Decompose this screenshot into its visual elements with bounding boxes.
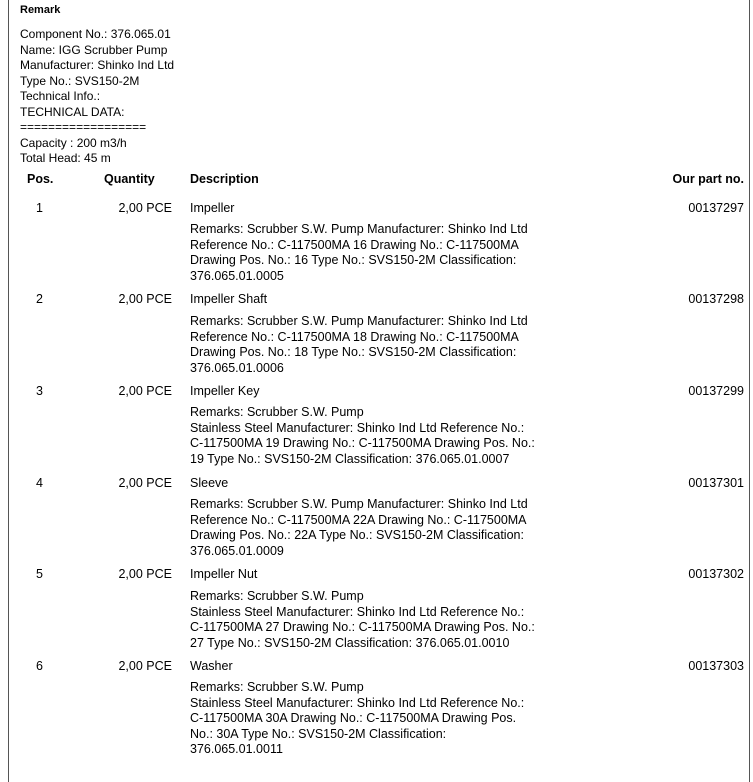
header-quantity: Quantity xyxy=(104,172,155,186)
remark-line: Remarks: Scrubber S.W. Pump xyxy=(190,405,364,419)
remark-line: Remarks: Scrubber S.W. Pump xyxy=(190,589,364,603)
remark-line: 376.065.01.0011 xyxy=(190,742,283,757)
remark-line: 27 Type No.: SVS150-2M Classification: 376.065.01.0010 xyxy=(190,635,510,650)
header-description: Description xyxy=(190,172,259,186)
row-part-no: 00137301 xyxy=(688,476,744,490)
row-quantity: 2,00 PCE xyxy=(118,384,172,398)
row-part-no: 00137298 xyxy=(688,292,744,306)
header-part-no: Our part no. xyxy=(672,172,744,186)
row-pos: 2 xyxy=(36,292,43,306)
remark-line: Remarks: Scrubber S.W. Pump xyxy=(190,680,364,694)
row-part-no: 00137303 xyxy=(688,659,744,673)
row-description: Washer xyxy=(190,659,233,673)
info-line: Component No.: 376.065.01 xyxy=(20,27,171,41)
remark-line: C-117500MA 27 Drawing No.: C-117500MA Drawing Pos. No.: xyxy=(190,620,535,635)
row-description: Sleeve xyxy=(190,476,229,490)
row-pos: 3 xyxy=(36,384,43,398)
info-line: Manufacturer: Shinko Ind Ltd xyxy=(20,58,175,72)
row-remarks xyxy=(190,589,590,651)
row-pos: 6 xyxy=(36,659,43,673)
row-pos: 1 xyxy=(36,201,43,215)
remark-line: Reference No.: C-117500MA 22A Drawing No.: C-117500MA xyxy=(190,512,527,527)
remark-line: 19 Type No.: SVS150-2M Classification: 376.065.01.0007 xyxy=(190,451,510,466)
remark-line: Reference No.: C-117500MA 18 Drawing No.: C-117500MA xyxy=(190,329,519,344)
info-line: Capacity : 200 m3/h xyxy=(20,135,127,150)
remark-line: 376.065.01.0009 xyxy=(190,543,284,558)
row-quantity: 2,00 PCE xyxy=(118,476,172,490)
row-remarks xyxy=(190,314,590,376)
remark-line: Stainless Steel Manufacturer: Shinko Ind Ltd Reference No.: xyxy=(190,695,525,710)
remark-line: Stainless Steel Manufacturer: Shinko Ind Ltd Reference No.: xyxy=(190,604,525,619)
info-line: TECHNICAL DATA: xyxy=(20,104,125,119)
info-line: Name: IGG Scrubber Pump xyxy=(20,42,168,57)
row-description: Impeller Nut xyxy=(190,567,258,581)
row-part-no: 00137302 xyxy=(688,567,744,581)
component-info xyxy=(20,27,174,167)
info-line: Total Head: 45 m xyxy=(20,151,111,165)
remark-line: C-117500MA 30A Drawing No.: C-117500MA Drawing Pos. xyxy=(190,711,517,726)
remark-line: Remarks: Scrubber S.W. Pump Manufacturer: Shinko Ind Ltd xyxy=(190,314,528,328)
row-remarks xyxy=(190,497,590,559)
row-remarks xyxy=(190,680,590,758)
row-remarks xyxy=(190,222,590,284)
row-remarks xyxy=(190,405,590,467)
row-description: Impeller Key xyxy=(190,384,260,398)
info-line: ================== xyxy=(20,120,147,134)
remark-title: Remark xyxy=(20,4,61,16)
row-quantity: 2,00 PCE xyxy=(118,659,172,673)
row-pos: 5 xyxy=(36,567,43,581)
row-part-no: 00137299 xyxy=(688,384,744,398)
remark-line: 376.065.01.0005 xyxy=(190,268,284,283)
remark-line: Drawing Pos. No.: 16 Type No.: SVS150-2M Classification: xyxy=(190,253,517,268)
remark-line: Remarks: Scrubber S.W. Pump Manufacturer: Shinko Ind Ltd xyxy=(190,222,528,236)
remark-line: C-117500MA 19 Drawing No.: C-117500MA Drawing Pos. No.: xyxy=(190,436,535,451)
header-pos: Pos. xyxy=(27,172,54,186)
remark-line: No.: 30A Type No.: SVS150-2M Classification: xyxy=(190,726,447,741)
remark-line: 376.065.01.0006 xyxy=(190,360,284,375)
row-part-no: 00137297 xyxy=(688,201,744,215)
row-quantity: 2,00 PCE xyxy=(118,567,172,581)
row-description: Impeller Shaft xyxy=(190,292,268,306)
info-line: Type No.: SVS150-2M xyxy=(20,73,140,88)
remark-line: Remarks: Scrubber S.W. Pump Manufacturer: Shinko Ind Ltd xyxy=(190,497,528,511)
remark-line: Drawing Pos. No.: 18 Type No.: SVS150-2M Classification: xyxy=(190,345,517,360)
row-pos: 4 xyxy=(36,476,43,490)
row-description: Impeller xyxy=(190,201,235,215)
row-quantity: 2,00 PCE xyxy=(118,201,172,215)
remark-line: Reference No.: C-117500MA 16 Drawing No.: C-117500MA xyxy=(190,237,519,252)
remark-line: Drawing Pos. No.: 22A Type No.: SVS150-2M Classification: xyxy=(190,528,524,543)
info-line: Technical Info.: xyxy=(20,89,101,103)
remark-line: Stainless Steel Manufacturer: Shinko Ind Ltd Reference No.: xyxy=(190,420,525,435)
row-quantity: 2,00 PCE xyxy=(118,292,172,306)
